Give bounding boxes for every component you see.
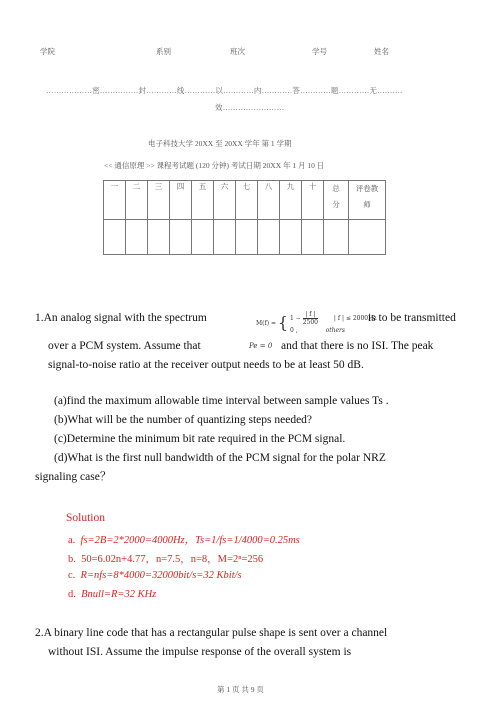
formula-case-2: [290, 326, 376, 335]
solution-c-label: c.: [68, 570, 76, 581]
part-c-text: Determine the minimum bit rate required in the PCM signal.: [66, 433, 346, 445]
score-cell[interactable]: [104, 220, 126, 255]
score-cell[interactable]: [236, 220, 258, 255]
part-d-cont: signaling case？: [35, 471, 112, 483]
q1-text-a: An analog signal with the spectrum: [43, 312, 207, 324]
part-b-label: (b): [54, 414, 68, 426]
solution-d-text: Bnull=R=32 KHz: [81, 589, 157, 600]
total-top: 总: [332, 184, 340, 193]
solution-a-label: a.: [68, 535, 76, 546]
score-cell-grader[interactable]: [349, 220, 386, 255]
part-b: [54, 411, 312, 430]
solution-c: [68, 570, 242, 581]
part-a-label: (a): [54, 395, 67, 407]
q1-line1: [35, 309, 207, 328]
class-label: 班次: [230, 47, 245, 56]
spectrum-formula: [256, 311, 377, 335]
score-table-header-row: [104, 181, 386, 220]
score-table-blank-row: [104, 220, 386, 255]
page-footer: 第 1 页 共 9 页: [217, 685, 264, 694]
part-d: [54, 449, 386, 468]
part-a-text: find the maximum allowable time interval between sample values Ts .: [66, 395, 389, 407]
seal-line-1: ………………密……………封…………线…………以…………内…………答…………题…………无……….: [46, 86, 403, 95]
col-7: 七: [236, 181, 258, 220]
score-cell[interactable]: [170, 220, 192, 255]
col-1: 一: [104, 181, 126, 220]
grader-top: 评卷教: [355, 184, 379, 193]
score-cell[interactable]: [280, 220, 302, 255]
score-cell[interactable]: [214, 220, 236, 255]
col-2: 二: [126, 181, 148, 220]
col-grader: [349, 181, 386, 220]
col-total: [324, 181, 349, 220]
brace-icon: {: [277, 313, 289, 332]
q1-text-b: is to be transmitted: [368, 312, 456, 324]
formula-zero: 0 ,: [290, 327, 298, 334]
score-cell-total[interactable]: [324, 220, 349, 255]
grader-bottom: 师: [363, 200, 371, 209]
formula-lhs: M(f) =: [256, 319, 276, 327]
solution-a-text: fs=2B=2*2000=4000Hz，Ts=1/fs=1/4000=0.25ms: [80, 535, 300, 546]
part-c: [54, 430, 345, 449]
col-10: 十: [302, 181, 324, 220]
college-label: 学院: [40, 47, 55, 56]
formula-den: 2500: [302, 319, 318, 326]
solution-b-text: 50=6.02n+4.77，n=7.5，n=8，M=2ⁿ=256: [81, 554, 264, 565]
q1-number: 1.: [35, 312, 44, 324]
col-8: 八: [258, 181, 280, 220]
solution-heading: Solution: [66, 512, 105, 524]
score-cell[interactable]: [192, 220, 214, 255]
q1-line2-b: and that there is no ISI. The peak: [281, 340, 434, 352]
col-9: 九: [280, 181, 302, 220]
exam-info-line: << 通信原理 >> 课程考试题 (120 分钟) 考试日期 20XX 年 1 月 10 日: [104, 161, 325, 170]
q2-number: 2.: [35, 627, 44, 639]
col-4: 四: [170, 181, 192, 220]
q2-line1: [35, 624, 387, 643]
formula-cond2: others: [325, 327, 345, 334]
pe-formula: Pe = 0: [249, 342, 273, 350]
exam-title-line: 电子科技大学 20XX 至 20XX 学年 第 1 学期: [148, 139, 292, 148]
solution-a: [68, 532, 300, 547]
q1-line3: signal-to-noise ratio at the receiver output needs to be at least 50 dB.: [48, 359, 364, 371]
student-id-label: 学号: [312, 47, 327, 56]
part-b-text: What will be the number of quantizing steps needed?: [67, 414, 313, 426]
formula-num: | f |: [303, 311, 318, 319]
formula-one-minus: 1 −: [290, 315, 301, 322]
part-d-label: (d): [54, 452, 68, 464]
solution-d-label: d.: [68, 589, 76, 600]
total-bottom: 分: [332, 200, 340, 209]
seal-line-2: 效……………………: [215, 103, 285, 112]
solution-b-label: b.: [68, 554, 76, 565]
q2-text-1: A binary line code that has a rectangular pulse shape is sent over a channel: [43, 627, 388, 639]
score-cell[interactable]: [126, 220, 148, 255]
part-c-label: (c): [54, 433, 67, 445]
department-label: 系别: [156, 47, 171, 56]
score-cell[interactable]: [302, 220, 324, 255]
solution-b: [68, 551, 263, 566]
solution-c-text: R=nfs=8*4000=32000bit/s=32 Kbit/s: [80, 570, 242, 581]
score-cell[interactable]: [258, 220, 280, 255]
col-5: 五: [192, 181, 214, 220]
formula-cases: [290, 311, 376, 335]
formula-case-1: [290, 311, 376, 326]
formula-fraction: [303, 311, 318, 326]
col-3: 三: [148, 181, 170, 220]
solution-d: [68, 589, 156, 600]
col-6: 六: [214, 181, 236, 220]
q1-line2-a: over a PCM system. Assume that: [48, 340, 201, 352]
q2-line2: without ISI. Assume the impulse response of the overall system is: [48, 646, 352, 658]
name-label: 姓名: [374, 47, 389, 56]
part-d-text: What is the first null bandwidth of the PCM signal for the polar NRZ: [67, 452, 386, 464]
part-a: [54, 392, 389, 411]
formula-cond1: | f | ≤ 2000Hz: [333, 315, 377, 322]
score-table: [103, 180, 386, 255]
score-cell[interactable]: [148, 220, 170, 255]
